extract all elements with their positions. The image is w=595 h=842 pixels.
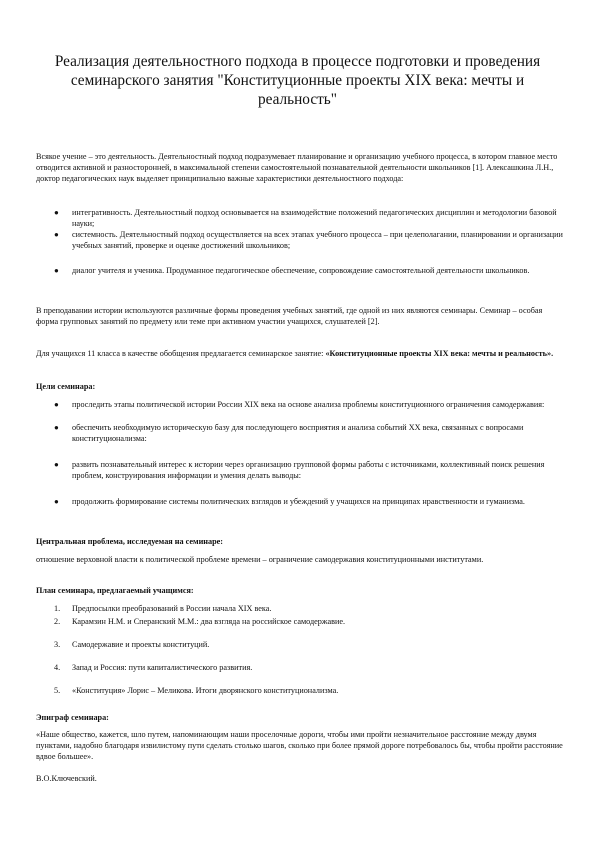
document-page: Реализация деятельностного подхода в процессе подготовки и проведения семинарского занятия "Конституционные проекты XIX века: мечты и реальность" Всякое учение – это деятельность. Деятельностный подход подразумевает планирование и организацию учебного процесса, в котором главное место отводится активной и разносторонней, в максимальной степени самостоятельной познавательной деятельности школьников [1]. Алексашкина Л.Н., доктор педагогических наук выделяет принципиально важные характеристики деятельностного подхода: ● интегративность. Деятельностный подход основывается на взаимодействие положений педагогических дисциплин и методологии базовой науки; ● системность. Деятельностный подход осуществляется на всех этапах учебного процесса – при целеполагании, планировании и организации учебных занятий, проверке и оценке достижений школьников; ● диалог учителя и ученика. Продуманное педагогическое обеспечение, сопровождение самостоятельной деятельности школьников. В преподавании истории используются различные формы проведения учебных занятий, где одной из них являются семинары. Семинар – особая форма групповых занятий по предмету или теме при активном участии учащихся, слушателей [2]. Для учащихся 11 класса в качестве обобщения предлагается семинарское занятие: «Конституционные проекты XIX века: мечты и реальность». Цели семинара: ● проследить этапы политической истории России XIX века на основе анализа проблемы конституционного ограничения самодержавия: ● обеспечить необходимую историческую базу для последующего восприятия и анализа событий XX века, связанных с вопросами конституционализма: ● развить познавательный интерес к истории через организацию групповой формы работы с источниками, коллективный поиск решения проблем, конструирования информации и умения делать выводы: ● продолжить формирование системы политических взглядов и убеждений у учащихся на принципах нравственности и гуманизма. Центральная проблема, исследуемая на семинаре: отношение верховной власти к политической проблеме времени – ограничение самодержавия конституционными институтами. План семинара, предлагаемый учащимся: 1. Предпосылки преобразований в России начала XIX века. 2. Карамзин Н.М. и Сперанский М.М.: два взгляда на российское самодержавие. 3. Самодержавие и проекты конституций. 4. Запад и Россия: пути капиталистического развития. 5. «Конституция» Лорис – Меликова. Итоги дворянского конституционализма. Эпиграф семинара: «Наше общество, кажется, шло путем, напоминающим наши проселочные дороги, чтобы ими пройти незначительное расстояние между двумя пунктами, надобно благодаря извилистому пути сделать столько шагов, сколько при более прямой дороге потребовалось бы, чтобы пройти расстояние вдвое большее». В.О.Ключевский. [0,0,595,842]
plan-heading: План семинара, предлагаемый учащимся: [36,586,194,595]
bullet-icon: ● [54,460,59,469]
goals-heading: Цели семинара: [36,382,96,391]
bullet-icon: ● [54,230,59,239]
page-title: Реализация деятельностного подхода в процессе подготовки и проведения семинарского занятия "Конституционные проекты XIX века: мечты и реальность" [54,53,541,108]
bullet-icon: ● [54,266,59,275]
intro-paragraph: Всякое учение – это деятельность. Деятельностный подход подразумевает планирование и организацию учебного процесса, в котором главное место отводится активной и разносторонней, в максимальной степени самостоятельной познавательной деятельности школьников [1]. Алексашкина Л.Н., доктор педагогических наук выделяет принципиально важные характеристики деятельностного подхода: [36,152,558,183]
proposal-paragraph: Для учащихся 11 класса в качестве обобщения предлагается семинарское занятие: «Конституционные проекты XIX века: мечты и реальность». [36,349,554,358]
problem-heading: Центральная проблема, исследуемая на семинаре: [36,537,224,546]
bullet-icon: ● [54,497,59,506]
bullet-icon: ● [54,400,59,409]
bullet-icon: ● [54,423,59,432]
epigraph-heading: Эпиграф семинара: [36,713,109,722]
problem-paragraph: отношение верховной власти к политической проблеме времени – ограничение самодержавия конституционными институтами. [36,555,484,564]
epigraph-author: В.О.Ключевский. [36,774,97,783]
forms-paragraph: В преподавании истории используются различные формы проведения учебных занятий, где одной из них являются семинары. Семинар – особая форма групповых занятий по предмету или теме при активном участии учащихся, слушателей [2]. [36,306,543,326]
bullet-icon: ● [54,208,59,217]
epigraph-quote: «Наше общество, кажется, шло путем, напоминающим наши проселочные дороги, чтобы ими пройти незначительное расстояние между двумя пунктами, надобно благодаря извилистому пути сделать столько шагов, сколько при более прямой дороге потребовалось бы, чтобы пройти расстояние вдвое большее». [36,730,563,761]
